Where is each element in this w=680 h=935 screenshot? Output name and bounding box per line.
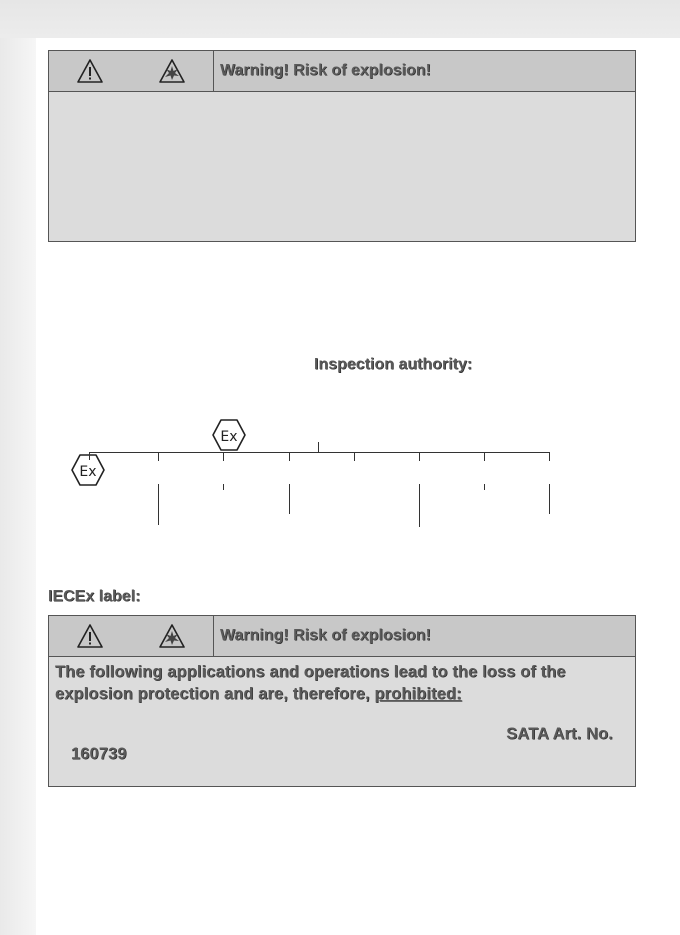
warning-body [49,657,635,771]
art-no-label: SATA Art. No. [506,725,613,743]
marking-leader [419,484,420,527]
marking-leader [223,484,224,490]
explosion-icon [158,623,186,649]
svg-text:Ex: Ex [79,464,97,480]
warning-box-top [48,50,636,242]
marking-tick [419,452,420,461]
marking-leader [484,484,485,490]
warning-title: Warning! Risk of explosion! [220,62,431,79]
marking-bracket-stem [318,442,319,452]
inspection-authority-label: Inspection authority: [314,356,473,373]
marking-leader [289,484,290,514]
marking-tick [223,452,224,461]
marking-tick [484,452,485,461]
svg-text:Ex: Ex [220,429,238,445]
warning-title: Warning! Risk of explosion! [220,627,431,644]
ex-logo-icon [212,419,246,451]
marking-leader [158,484,159,525]
warning-icons [49,51,214,91]
marking-tick [158,452,159,461]
marking-tick [549,452,550,461]
warning-body-line: The following applications and operations lead to the loss of the [55,663,566,681]
warning-triangle-icon [76,623,104,649]
warning-icons [49,616,214,656]
marking-tick [89,452,90,460]
explosion-icon [158,58,186,84]
prohibited-text: prohibited: [374,685,462,703]
art-no-value: 160739 [71,745,127,763]
warning-box-bottom [48,615,636,787]
warning-header [49,51,635,92]
margin-band [0,38,36,935]
marking-tick [354,452,355,461]
ex-logo-icon [71,454,105,486]
warning-header [49,616,635,657]
header-band [0,0,680,38]
warning-body [49,92,635,102]
warning-body-text: explosion protection and are, therefore, [55,685,375,703]
warning-triangle-icon [76,58,104,84]
iecex-label: IECEx label: [48,588,141,605]
warning-body-line [55,683,629,705]
marking-tick [289,452,290,461]
marking-leader [549,484,550,514]
